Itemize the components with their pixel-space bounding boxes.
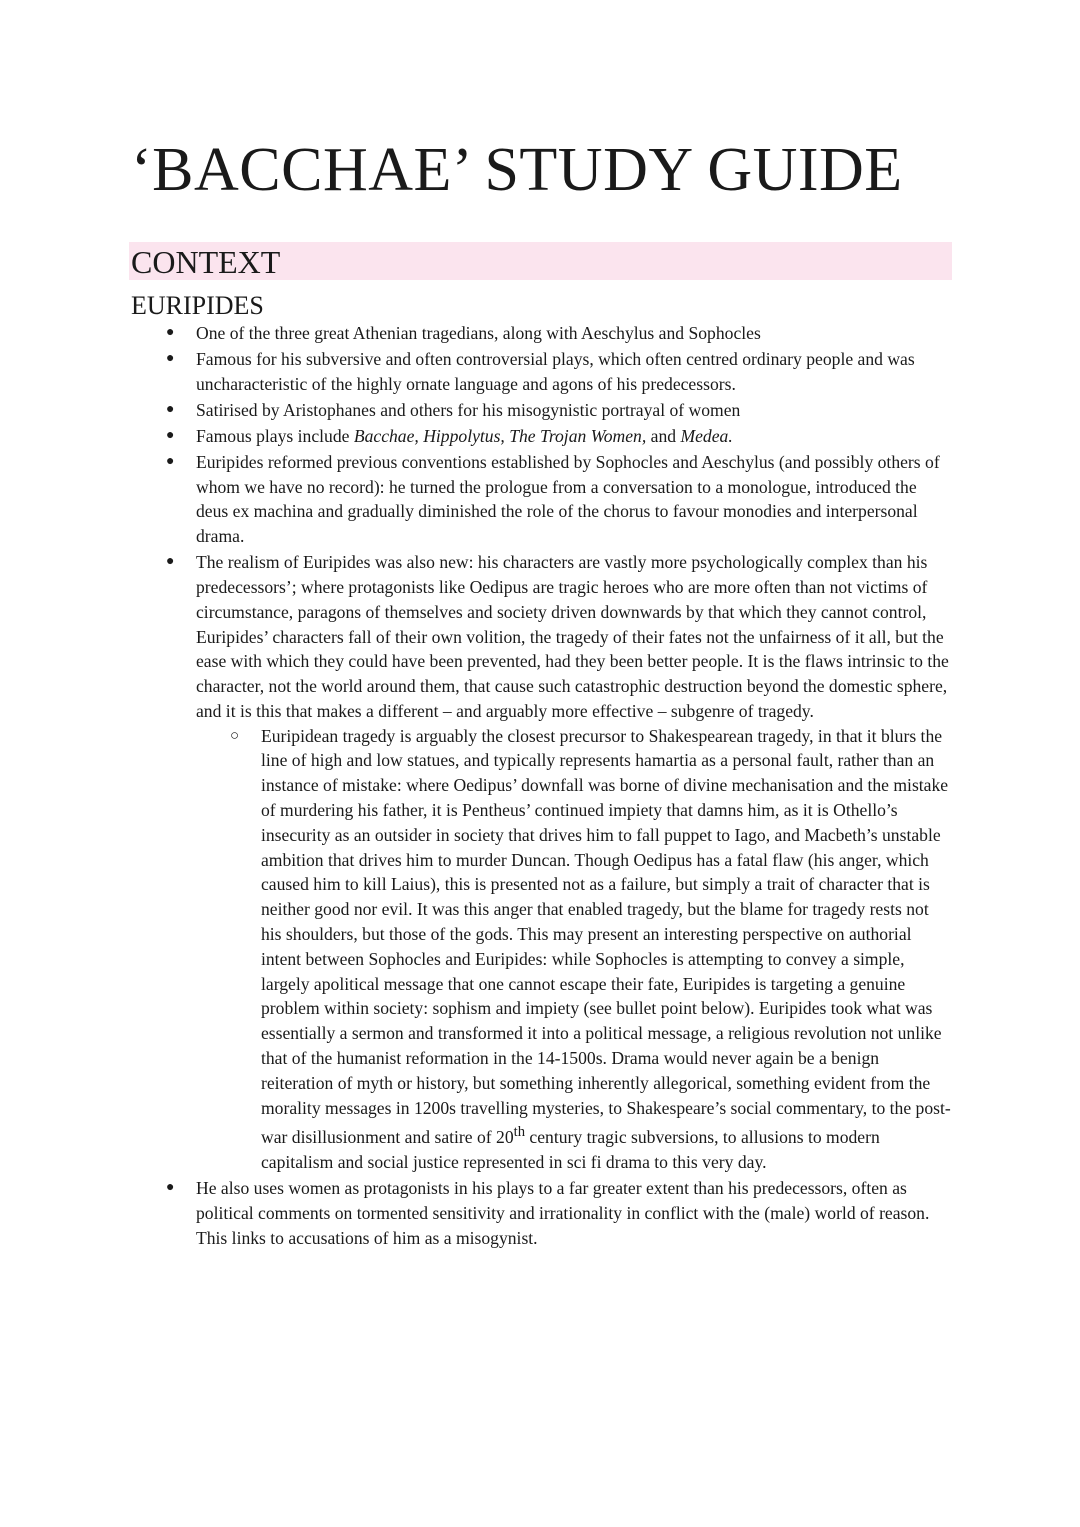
page-title: ‘BACCHAE’ STUDY GUIDE [131, 136, 903, 204]
play-medea: Medea. [680, 425, 733, 446]
bullet-icon: ● [166, 1180, 175, 1196]
bullet-text: Euripides reformed previous conventions established by Sophocles and Aeschylus (and possibly others of whom we have no record): he turned the prologue from a conversation to a monologue, introduced the deus ex machina and gradually diminished the role of the chorus to favour monodies and interpersonal drama. [196, 451, 940, 547]
sub-bullet-list [196, 724, 952, 1175]
bullet-icon: ● [166, 325, 175, 340]
section-heading-context: CONTEXT [131, 244, 281, 280]
bullet-text: The realism of Euripides was also new: his characters are vastly more psychologically complex than his predecessors’; where protagonists like Oedipus are tragic heroes who are more often than not victims of circumstance, paragons of themselves and society driven downwards by that which they cannot control, Euripides’ characters fall of their own volition, the tragedy of their fates not the unfairness of it all, but the ease with which they could have been prevented, had they been better people. It is the flaws intrinsic to the character, not the world around them, that cause such catastrophic destruction beyond the domestic sphere, and it is this that makes a different – and arguably more effective – subgenre of tragedy. [196, 552, 949, 721]
bullet-icon: ● [166, 350, 175, 366]
bullet-item [166, 398, 952, 423]
bullet-text: One of the three great Athenian tragedians, along with Aeschylus and Sophocles [196, 323, 761, 343]
bullet-text: Satirised by Aristophanes and others for his misogynistic portrayal of women [196, 399, 741, 420]
sub-bullet-item [230, 724, 952, 1175]
bullet-item [166, 347, 952, 397]
sub-bullet-text-end: century tragic subversions, to allusions to modern capitalism and social justice represented in sci fi drama to this very day. [261, 1127, 880, 1173]
bullet-icon: ● [166, 401, 175, 417]
superscript-th: th [513, 1124, 526, 1141]
bullet-text: Famous for his subversive and often controversial plays, which often centred ordinary people and was uncharacteristic of the highly ornate language and agons of his predecessors. [196, 348, 915, 394]
bullet-list [166, 321, 952, 1250]
bullet-item [166, 424, 952, 449]
bullet-item [166, 1176, 952, 1250]
bullet-item [166, 321, 952, 346]
bullet-text-middle: and [646, 425, 681, 446]
bullet-icon: ● [166, 427, 175, 443]
bullet-icon: ● [166, 453, 175, 469]
bullet-icon: ● [166, 554, 175, 570]
circle-bullet-icon: ○ [230, 727, 240, 744]
bullet-item [166, 450, 952, 549]
plays-list: Bacchae, Hippolytus, The Trojan Women, [353, 425, 647, 446]
subsection-heading-euripides: EURIPIDES [131, 291, 264, 320]
bullet-item [166, 550, 952, 1175]
bullet-text-prefix: Famous plays include [196, 425, 354, 446]
sub-bullet-text: Euripidean tragedy is arguably the closest precursor to Shakespearean tragedy, in that it blurs the line of high and low statues, and typically represents hamartia as a personal fault, rather than an instance of mistake: where Oedipus’ downfall was borne of divine mechanisation and the mistake of murdering his father, it is Pentheus’ continued impiety that damns him, as it is Othello’s insecurity as an outsider in society that drives him to fall puppet to Iago, and Macbeth’s unstable ambition that drives him to murder Duncan. Though Oedipus has a fatal flaw (his anger, which caused him to kill Laius), this is presented not as a failure, but simply a trait of character that is neither good nor evil. It was this anger that enabled tragedy, but the blame for tragedy rests not his shoulders, but those of the gods. This may present an interesting perspective on authorial intent between Sophocles and Euripides: while Sophocles is attempting to convey a simple, largely apolitical message that one cannot escape their fate, Euripides is targeting a genuine problem within society: sophism and impiety (see bullet point below). Euripides took what was essentially a sermon and transformed it into a political message, a religious revolution not unlike that of the humanist reformation in the 14-1500s. Drama would never again be a benign reiteration of myth or history, but something inherently allegorical, something evident from the morality messages in 1200s travelling mysteries, to Shakespeare’s social commentary, to the post-war disillusionment and satire of 20 [261, 725, 951, 1148]
bullet-text: He also uses women as protagonists in his plays to a far greater extent than his predecessors, often as political comments on tormented sensitivity and irrationality in conflict with the (male) world of reason. This links to accusations of him as a misogynist. [196, 1178, 930, 1248]
